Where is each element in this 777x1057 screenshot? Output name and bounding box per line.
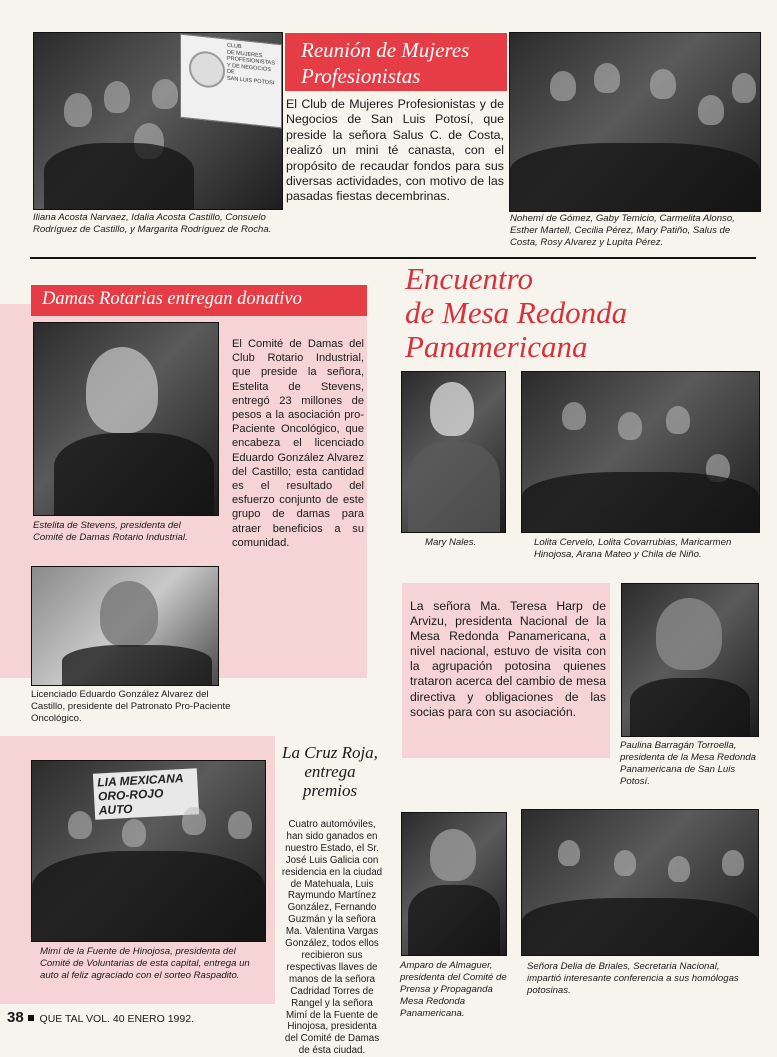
- cruz-title-line3: premios: [302, 781, 358, 800]
- caption-reunion-left: Iliana Acosta Narvaez, Idalia Acosta Castillo, Consuelo Rodríguez de Castillo, y Margarita Rodríguez de Rocha.: [33, 212, 272, 235]
- damas-title-banner: [31, 285, 367, 316]
- flag-text: CLUB DE MUJERES PROFESIONISTAS Y DE NEGOCIOS DE SAN LUIS POTOSI: [227, 42, 275, 87]
- club-flag: [180, 34, 282, 129]
- mesa-title-line2: de Mesa Redonda: [405, 295, 628, 330]
- caption-mary: Mary Nales.: [425, 537, 477, 548]
- cruz-body: Cuatro automóviles, han sido ganados en nuestro Estado, el Sr. José Luis Galicia con residencia en la ciudad de Matehuala, Luis Raymundo Martínez González, Fernando Guzmán y la señora Ma. Valentina Vargas González, todos ellos recibieron sus respectivas llaves de manos de la señora Cadridad Torres de Rangel y la señora Mimí de la Fuente de Hinojosa, presidenta del Comité de Damas de ésta ciudad.: [281, 819, 383, 1057]
- reunion-title-line1: Reunión de Mujeres: [301, 38, 470, 62]
- damas-body: El Comité de Damas del Club Rotario Industrial, que preside la señora, Estelita de Stevens, entregó 23 millones de pesos a la asociación pro-Paciente Oncológico, que encabeza el licenciado Eduardo González Alvarez del Castillo; esta cantidad es el resultado del esfuerzo conjunto de este grupo de damas para atraer beneficios a su comunidad.: [232, 338, 364, 549]
- photo-reunion-left: [33, 32, 283, 210]
- caption-paulina: Paulina Barragán Torroella, presidenta de la Mesa Redonda Panamericana de San Luis Potosí.: [620, 740, 757, 787]
- photo-cruz-roja: [31, 760, 266, 942]
- cruz-sign: LIA MEXICANA ORO-ROJO AUTO: [93, 768, 199, 819]
- photo-reunion-right: [509, 32, 761, 212]
- cruz-title-line1: La Cruz Roja,: [282, 743, 378, 762]
- cruz-title: [270, 743, 390, 800]
- photo-estelita: [33, 322, 219, 516]
- caption-mesa-group: Lolita Cervelo, Lolita Covarrubias, Maricarmen Hinojosa, Arana Mateo y Chila de Niño.: [534, 537, 732, 560]
- photo-paulina: [621, 583, 759, 737]
- damas-title: Damas Rotarias entregan donativo: [42, 289, 302, 309]
- photo-mary-nales: [401, 371, 506, 533]
- mesa-body: La señora Ma. Teresa Harp de Arvizu, presidenta Nacional de la Mesa Redonda Panamericana, a nivel nacional, estuvo de visita con la agrupación potosina quienes trataron acerca del cambio de mesa directiva y obligaciones de las socias para con su asociación.: [410, 599, 606, 719]
- cruz-title-line2: entrega: [304, 762, 356, 781]
- reunion-body: El Club de Mujeres Profesionistas y de Negocios de San Luis Potosí, que preside la señora Salus C. de Costa, realizó un mini té canasta, con el propósito de recaudar fondos para sus diversas actividades, con motivo de las pasadas fiestas decembrinas.: [286, 97, 504, 204]
- caption-delia: Señora Delia de Briales, Secretaria Nacional, impartió interesante conferencia a sus homólogas potosinas.: [527, 961, 739, 996]
- photo-eduardo: [31, 566, 219, 686]
- caption-amparo: Amparo de Almaguer, presidenta del Comité de Prensa y Propaganda Mesa Redonda Panamericana.: [400, 960, 507, 1019]
- photo-amparo: [401, 812, 507, 956]
- page-number: 38: [7, 1009, 24, 1026]
- reunion-title-banner: [285, 33, 507, 91]
- caption-eduardo: Licenciado Eduardo González Alvarez del Castillo, presidente del Patronato Pro-Paciente Oncológico.: [31, 689, 231, 724]
- page-footer: [7, 1009, 194, 1026]
- section-divider: [30, 257, 756, 259]
- photo-delia: [521, 809, 759, 956]
- caption-reunion-right: Nohemí de Gómez, Gaby Temicio, Carmelita Alonso, Esther Martell, Cecilia Pérez, Mary Patiño, Salus de Costa, Rosy Alvarez y Lupita Pérez.: [510, 213, 735, 248]
- footer-square-icon: [28, 1015, 34, 1021]
- mesa-title-line1: Encuentro: [405, 261, 533, 296]
- caption-estelita: Estelita de Stevens, presidenta del Comité de Damas Rotario Industrial.: [33, 520, 188, 543]
- photo-mesa-group: [521, 371, 760, 533]
- caption-cruz: Mimí de la Fuente de Hinojosa, presidenta del Comité de Voluntarias de esta capital, entrega un auto al feliz agraciado con el sorteo Raspadito.: [40, 946, 250, 981]
- mesa-title-line3: Panamericana: [405, 329, 588, 364]
- mesa-title: [405, 262, 765, 364]
- footer-text: QUE TAL VOL. 40 ENERO 1992.: [39, 1013, 194, 1025]
- reunion-title-line2: Profesionistas: [301, 64, 421, 88]
